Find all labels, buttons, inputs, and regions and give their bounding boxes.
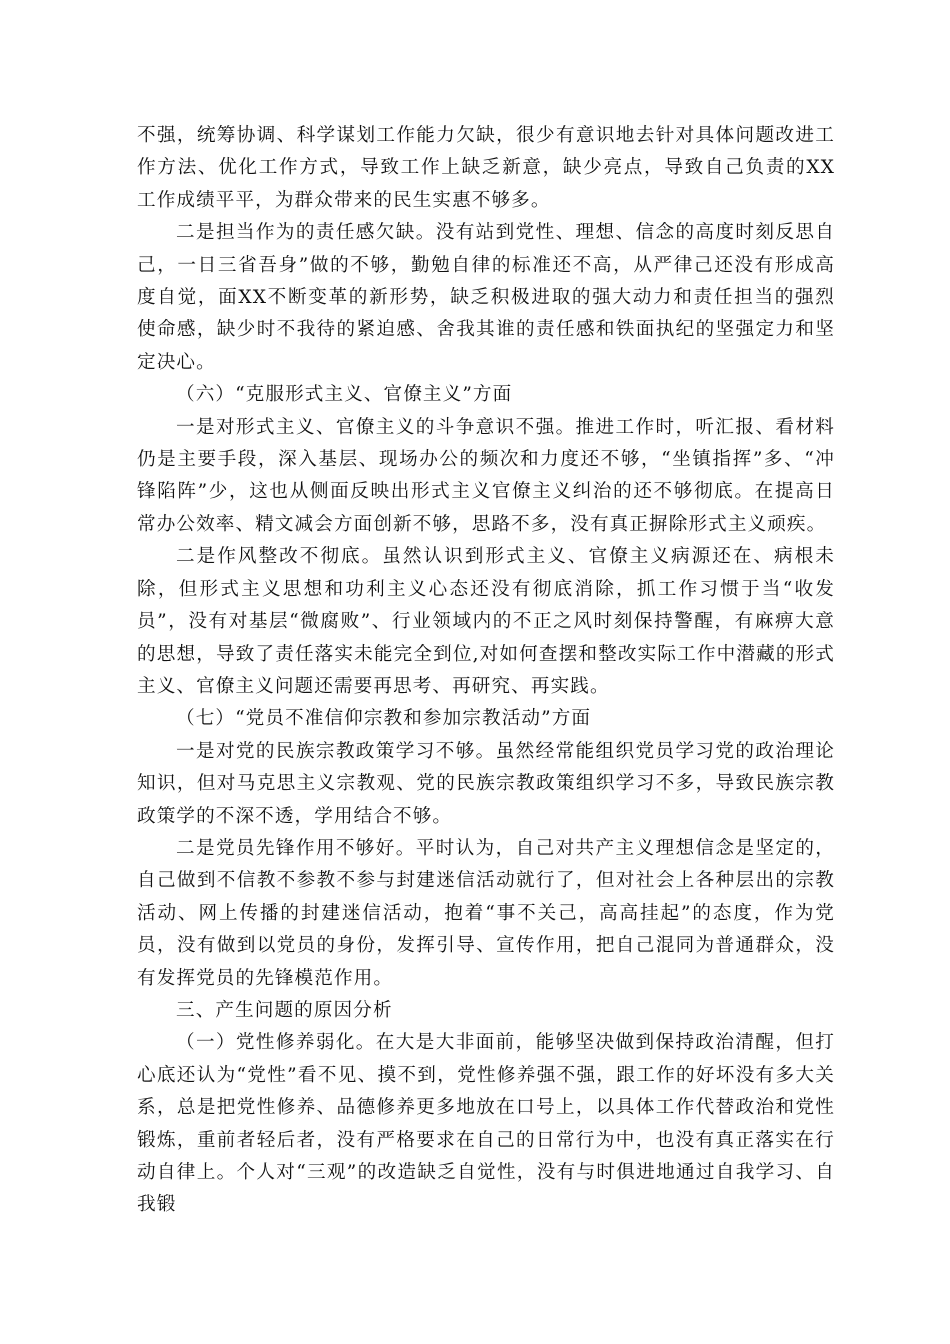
paragraph-party-spirit: （一）党性修养弱化。在大是大非面前，能够坚决做到保持政治清醒，但打心底还认为“党性”看不见、摸不到，党性修养强不强，跟工作的好坏没有多大关系，总是把党性修养、品德修养更多地放在口号上，以具体工作代替政治和党性锻炼，重前者轻后者，没有严格要求在自己的日常行为中，也没有真正落实在行动自律上。个人对“三观”的改造缺乏自觉性，没有与时俱进地通过自我学习、自我锻 <box>137 1032 835 1216</box>
section-heading-causes: 三、产生问题的原因分析 <box>176 999 393 1021</box>
paragraph-vanguard-role: 二是党员先锋作用不够好。平时认为，自己对共产主义理想信念是坚定的，自己做到不信教不参教不参与封建迷信活动就行了，但对社会上各种层出的宗教活动、网上传播的封建迷信活动，抱着“事不关己，高高挂起”的态度，作为党员，没有做到以党员的身份，发挥引导、宣传作用，把自己混同为普通群众，没有发挥党员的先锋模范作用。 <box>137 837 835 989</box>
section-heading-six: （六）“克服形式主义、官僚主义”方面 <box>176 384 513 406</box>
section-heading-seven: （七）“党员不准信仰宗教和参加宗教活动”方面 <box>176 708 592 730</box>
paragraph-rectification: 二是作风整改不彻底。虽然认识到形式主义、官僚主义病源还在、病根未除，但形式主义思想和功利主义心态还没有彻底消除，抓工作习惯于当“收发员”，没有对基层“微腐败”、行业领域内的不正之风时刻保持警醒，有麻痹大意的思想，导致了责任落实未能完全到位,对如何查摆和整改实际工作中潜藏的形式主义、官僚主义问题还需要再思考、再研究、再实践。 <box>137 546 835 697</box>
paragraph-religion-policy: 一是对党的民族宗教政策学习不够。虽然经常能组织党员学习党的政治理论知识，但对马克思主义宗教观、党的民族宗教政策组织学习不多，导致民族宗教政策学的不深不透，学用结合不够。 <box>137 740 835 827</box>
paragraph-responsibility: 二是担当作为的责任感欠缺。没有站到党性、理想、信念的高度时刻反思自己，一日三省吾身”做的不够，勤勉自律的标准还不高，从严律己还没有形成高度自觉，面XX不断变革的新形势，缺乏积极进取的强大动力和责任担当的强烈使命感，缺少时不我待的紧迫感、舍我其谁的责任感和铁面执纪的坚强定力和坚定决心。 <box>137 222 835 373</box>
paragraph-formalism-awareness: 一是对形式主义、官僚主义的斗争意识不强。推进工作时，听汇报、看材料仍是主要手段，深入基层、现场办公的频次和力度还不够，“坐镇指挥”多、“冲锋陷阵”少，这也从侧面反映出形式主义官僚主义纠治的还不够彻底。在提高日常办公效率、精文减会方面创新不够，思路不多，没有真正摒除形式主义顽疾。 <box>137 416 835 535</box>
document-page <box>137 120 835 1222</box>
paragraph-continuation: 不强，统筹协调、科学谋划工作能力欠缺，很少有意识地去针对具体问题改进工作方法、优化工作方式，导致工作上缺乏新意，缺少亮点，导致自己负责的XX工作成绩平平，为群众带来的民生实惠不够多。 <box>137 125 835 211</box>
